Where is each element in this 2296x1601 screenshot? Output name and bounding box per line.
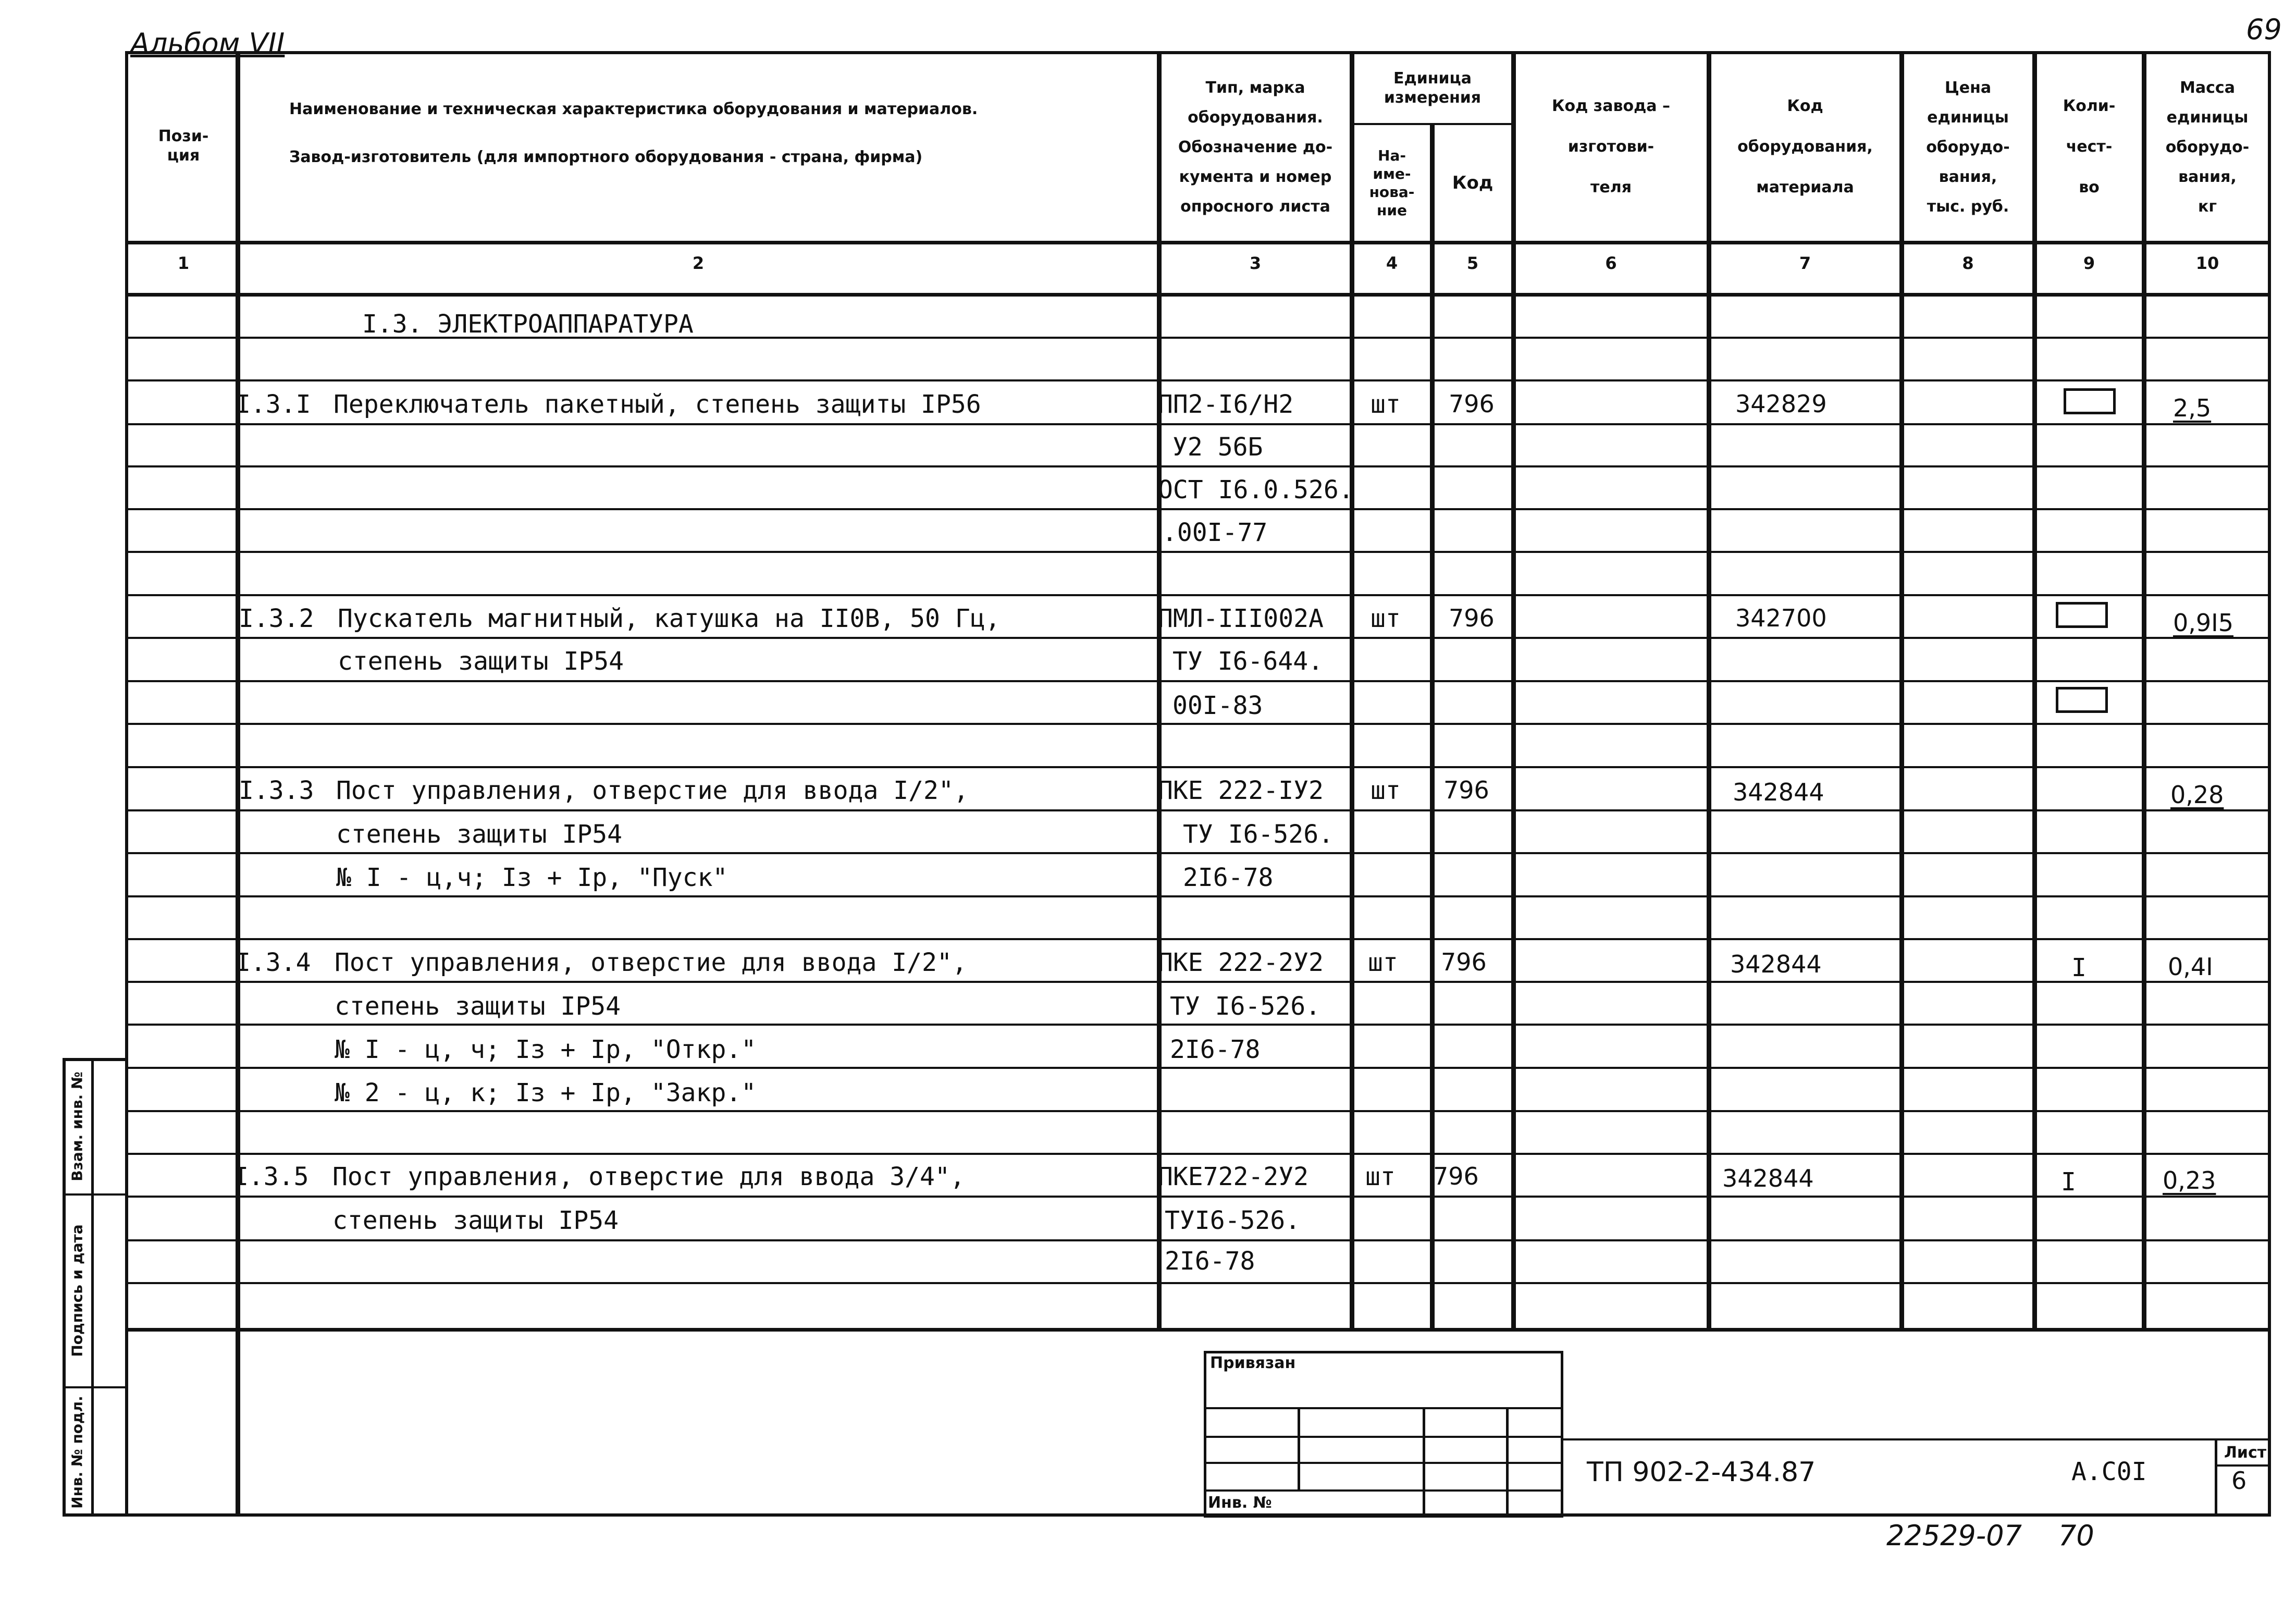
col-number-8: 8 [1962,253,1974,273]
item-type-line: У2 56Б [1172,433,1263,462]
item-name-line: степень защиты IP54 [332,1206,619,1235]
item-position: I.3.5 [233,1162,309,1191]
row-line [125,809,2271,811]
item-name-line: Переключатель пакетный, степень защиты IP56 [334,390,981,419]
header-col1: Пози- ция [158,127,209,165]
item-name-line: № I - ц, ч; Iз + Iр, "Откр." [335,1035,757,1064]
privyazan-col [1506,1407,1509,1517]
row-line [125,852,2271,854]
item-equip-code: 342844 [1722,1164,1814,1192]
item-type-line: .00I-77 [1162,518,1268,547]
side-label-podpis: Подпись и дата [68,1224,86,1357]
col-line-7 [1899,51,1904,1329]
item-type-line: ПП2-I6/Н2 [1158,390,1294,419]
row-line [125,938,2271,940]
item-type-line: 00I-83 [1172,691,1263,720]
item-unit-code: 796 [1449,390,1495,418]
inv-no-label: Инв. № [1208,1494,1272,1512]
album-label: Альбом VII [130,27,285,60]
item-position: I.3.3 [239,776,314,805]
item-type-line: ТУ I6-526. [1183,820,1334,849]
privyazan-label: Привязан [1210,1354,1296,1372]
row-line [125,423,2271,425]
item-equip-code: 342844 [1733,778,1824,806]
item-unit: шт [1371,776,1401,805]
item-name-line: № 2 - ц, к; Iз + Iр, "Закр." [335,1078,757,1107]
col-number-10: 10 [2195,253,2219,273]
qty-checkbox [2056,687,2108,713]
item-qty: I [2061,1167,2076,1197]
col-number-5: 5 [1466,253,1479,273]
col-number-1: 1 [177,253,190,273]
privyazan-line [1204,1436,1563,1438]
item-position: I.3.I [236,390,311,419]
colnum-bottom-line [125,293,2271,297]
col-number-2: 2 [692,253,705,273]
row-line [125,680,2271,682]
row-line [125,379,2271,381]
item-type-line: 2I6-78 [1183,863,1274,892]
header-col9: Коли- чест- во [2063,97,2116,196]
privyazan-line [1204,1489,1563,1492]
item-name-line: Пост управления, отверстие для ввода I/2", [335,948,967,977]
col-line-9 [2142,51,2146,1329]
col-number-9: 9 [2083,253,2095,273]
item-type-line: 2I6-78 [1165,1247,1255,1276]
item-name-line: степень защиты IP54 [338,647,624,676]
item-type-line: ТУ I6-526. [1170,992,1320,1021]
row-line [125,465,2271,467]
item-type-line: ПКЕ722-2У2 [1158,1162,1309,1191]
item-unit: шт [1368,948,1398,977]
col-line-3 [1350,51,1354,1329]
item-qty: I [2071,953,2087,982]
row-line [125,1110,2271,1112]
row-line [125,766,2271,768]
row-line [125,1067,2271,1069]
header-bottom-line [125,241,2271,244]
row-line [125,1282,2271,1284]
row-line [125,981,2271,983]
list-number: 6 [2231,1467,2247,1495]
privyazan-line [1204,1462,1563,1464]
item-name-line: степень защиты IP54 [336,820,623,849]
col-number-4: 4 [1386,253,1398,273]
privyazan-col [1423,1407,1425,1517]
row-line [125,1024,2271,1026]
bottom-number-2: 70 [2058,1519,2094,1552]
privyazan-col [1298,1407,1300,1489]
item-unit: шт [1371,390,1401,419]
privyazan-line [1204,1407,1563,1409]
item-type-line: ТУ I6-644. [1172,647,1323,676]
item-mass: 0,9I5 [2173,609,2233,637]
item-unit-code: 796 [1441,948,1487,976]
title-block-top [1563,1438,2271,1440]
side-label-inv-podl: Инв. № подл. [68,1396,86,1509]
table-bottom-line [125,1328,2271,1332]
item-mass: 0,4I [2168,953,2213,981]
item-name-line: степень защиты IP54 [335,992,621,1021]
qty-checkbox [2056,602,2108,628]
bottom-number: 22529-07 [1886,1519,2022,1552]
sheet-code: А.С0I [2071,1457,2147,1486]
header-col5: Код [1452,172,1493,193]
row-line [125,1239,2271,1241]
side-label-vzam: Взам. инв. № [68,1072,86,1181]
row-line [125,508,2271,510]
header-col6: Код завода – изготови- теля [1552,97,1670,196]
col-line-8 [2032,51,2037,1329]
row-line [125,594,2271,596]
header-col8: Цена единицы оборудо- вания, тыс. руб. [1926,78,2010,216]
col-line-4 [1430,123,1435,1329]
privyazan-block [1204,1351,1563,1518]
item-type-line: ТУI6-526. [1165,1206,1301,1235]
item-mass: 0,28 [2170,781,2224,809]
item-equip-code: 342700 [1735,604,1827,632]
col-line-5 [1511,51,1516,1329]
list-divider [2215,1438,2217,1517]
doc-code: ТП 902-2-434.87 [1587,1457,1816,1488]
item-position: I.3.2 [239,604,314,633]
item-unit-code: 796 [1433,1162,1479,1190]
col-number-6: 6 [1605,253,1617,273]
header-col7: Код оборудования, материала [1737,97,1873,196]
header-col4: На- име- нова- ние [1369,147,1415,219]
col-number-7: 7 [1799,253,1811,273]
item-mass: 2,5 [2173,394,2212,422]
item-type-line: ОСТ I6.0.526. [1158,475,1354,504]
row-line [125,637,2271,639]
item-type-line: 2I6-78 [1170,1035,1261,1064]
row-line [125,723,2271,725]
row-line [125,1196,2271,1198]
item-name-line: № I - ц,ч; Iз + Iр, "Пуск" [336,863,728,892]
header-unit-group: Единица измерения [1384,69,1482,107]
item-type-line: ПКЕ 222-IУ2 [1158,776,1324,805]
item-equip-code: 342844 [1730,950,1822,978]
list-label: Лист [2224,1444,2267,1462]
col-number-3: 3 [1249,253,1262,273]
item-mass: 0,23 [2163,1166,2216,1194]
header-col3: Тип, марка оборудования. Обозначение до- кумента и номер опросного листа [1178,78,1333,216]
side-stamp-line [63,1193,128,1196]
section-title: I.3. ЭЛЕКТРОАППАРАТУРА [362,310,694,339]
item-name-line: Пост управления, отверстие для ввода I/2", [336,776,969,805]
page-number: 69 [2246,13,2282,46]
header-col10: Масса единицы оборудо- вания, кг [2165,78,2250,216]
row-line [125,551,2271,553]
row-line [125,1153,2271,1155]
side-stamp-divider [91,1058,94,1517]
col-line-2 [1157,51,1162,1329]
item-position: I.3.4 [236,948,311,977]
header-col2-line1: Наименование и техническая характеристика оборудования и материалов. [289,100,978,119]
header-col2-line2: Завод-изготовитель (для импортного оборудования - страна, фирма) [289,148,923,167]
item-unit-code: 796 [1443,776,1489,804]
item-unit-code: 796 [1449,604,1495,632]
item-unit: шт [1365,1162,1396,1191]
item-unit: шт [1371,604,1401,633]
item-name-line: Пост управления, отверстие для ввода 3/4", [332,1162,965,1191]
col-line-6 [1707,51,1711,1329]
qty-checkbox [2064,388,2116,414]
item-name-line: Пускатель магнитный, катушка на II0В, 50 Гц, [338,604,1001,633]
item-equip-code: 342829 [1735,390,1827,418]
item-type-line: ПКЕ 222-2У2 [1158,948,1324,977]
item-type-line: ПМЛ-III002А [1158,604,1324,633]
row-line [125,895,2271,897]
